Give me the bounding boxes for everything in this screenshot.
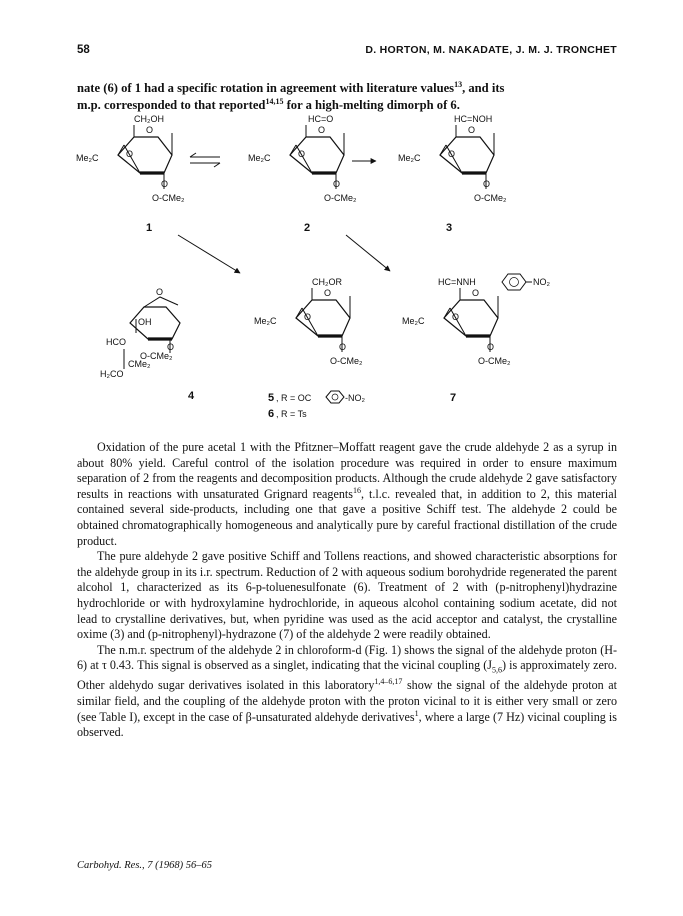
- compound-number-4: 4: [188, 390, 195, 402]
- compound-5-definition: [268, 391, 365, 404]
- reaction-arrow: [346, 235, 390, 271]
- intro-text: had a specific rotation in agreement with literature values: [141, 81, 455, 95]
- intro-line-1: [77, 80, 504, 97]
- reaction-arrow: [178, 235, 240, 273]
- substituent-label: HC=O: [308, 114, 334, 124]
- benzene-ring-icon: [326, 391, 344, 403]
- ring-oxygen: O: [333, 179, 341, 189]
- ring-oxygen: O: [483, 179, 491, 189]
- intro-text: ) of: [113, 81, 135, 95]
- substituent-label: CH₂OR: [312, 277, 342, 287]
- compound-number-6: 6: [268, 408, 275, 420]
- journal-citation: Carbohyd. Res., 7 (1968) 56–65: [77, 860, 213, 871]
- paragraph: [77, 549, 617, 643]
- isopropylidene-label: Me₂C: [402, 316, 425, 326]
- ring-oxygen: O: [339, 342, 347, 352]
- isopropylidene-label: O-CMe₂: [474, 193, 507, 203]
- structure-4: [100, 287, 180, 379]
- paragraph: [77, 440, 617, 549]
- hydroxyl-label: OH: [138, 317, 152, 327]
- ring-oxygen: O: [318, 125, 326, 135]
- reference-superscript: 1,4–6,17: [374, 677, 403, 687]
- ring-oxygen: O: [452, 312, 460, 322]
- structure-1: [76, 114, 185, 203]
- isopropylidene-label: O-CMe₂: [330, 356, 363, 366]
- paragraph-text: , where a large (7 Hz) vicinal coupling is observed.: [77, 709, 617, 740]
- structure-5-6: [254, 277, 363, 366]
- reaction-scheme: [60, 113, 630, 423]
- paragraph-text: ) is approximately zero. Other aldehydo sugar derivatives isolated in this laboratory: [77, 658, 617, 693]
- compound-number-3: 3: [446, 222, 453, 234]
- methylene-label: H₂CO: [100, 369, 124, 379]
- ring-oxygen: O: [472, 288, 480, 298]
- nitro-label: NO₂: [533, 277, 550, 287]
- ring-oxygen: O: [298, 149, 306, 159]
- running-authors: D. HORTON, M. NAKADATE, J. M. J. TRONCHET: [365, 44, 617, 56]
- running-header: [77, 44, 617, 60]
- ring-oxygen: O: [324, 288, 332, 298]
- structure-3: [398, 114, 507, 203]
- ring-oxygen: O: [161, 179, 169, 189]
- substituent-label: CH₂OH: [134, 114, 164, 124]
- r-group-definition: , R = OC: [276, 393, 312, 403]
- paragraph-text: The n.m.r. spectrum of the aldehyde 2 in chloroform-d (Fig. 1) shows the signal of the aldehyde proton (H-6) at τ 0.43. This signal is observed as a singlet, indicating that the vicinal coupling (J: [77, 642, 617, 673]
- ring-oxygen: O: [468, 125, 476, 135]
- reference-superscript: 14,15: [265, 97, 284, 106]
- isopropylidene-label: O-CMe₂: [152, 193, 185, 203]
- equilibrium-arrow: [190, 153, 220, 167]
- intro-text: , and its: [462, 81, 505, 95]
- isopropylidene-label: Me₂C: [76, 153, 99, 163]
- nitro-label: -NO₂: [345, 393, 365, 403]
- paragraph-text: show the signal of the aldehyde proton at similar field, and the coupling of the aldehyde proton with the proton vicinal to it is either very small or zero (see Table I), except in the case of β-unsaturated aldehyde derivatives: [77, 678, 618, 724]
- compound-ref: 1: [134, 81, 142, 95]
- isopropylidene-label: O-CMe₂: [478, 356, 511, 366]
- intro-line-2: [77, 97, 460, 114]
- compound-ref: 6: [107, 81, 114, 95]
- ring-oxygen: O: [487, 342, 495, 352]
- structure-2: [248, 114, 357, 203]
- intro-text: m.p. corresponded to that reported: [77, 98, 266, 112]
- ring-oxygen: O: [167, 342, 175, 352]
- body-text: [77, 440, 617, 741]
- page-number: 58: [77, 44, 90, 56]
- reference-superscript: 1: [414, 708, 419, 718]
- isopropylidene-label: O-CMe₂: [324, 193, 357, 203]
- benzene-ring-icon: [502, 274, 526, 290]
- reference-superscript: 13: [454, 80, 463, 89]
- structure-7: [402, 274, 551, 366]
- compound-number-1: 1: [146, 222, 153, 234]
- paragraph-text: The pure aldehyde 2 gave positive Schiff and Tollens reactions, and showed characteristic absorptions for the aldehyde group in its i.r. spectrum. Reduction of 2 with aqueous sodium borohydride regenerated the parent alcohol 1, characterized as its 6-p-toluenesulfonate (6). Treatment of 2 with (p-nitrophenyl)hydrazine hydrochloride or with hydroxylamine hydrochloride, in aqueous alcohol containing sodium acetate, did not lead to crystalline derivatives, but, when pyridine was used as the acid acceptor and catalyst, the crystalline oxime (3) and (p-nitrophenyl)-hydrazone (7) of the aldehyde 2 were readily obtained.: [77, 549, 617, 642]
- ring-oxygen: O: [156, 287, 164, 297]
- paragraph: [77, 643, 617, 741]
- isopropylidene-label: Me₂C: [254, 316, 277, 326]
- isopropylidene-label: Me₂C: [398, 153, 421, 163]
- methine-label: HCO: [106, 337, 126, 347]
- substituent-label: HC=NOH: [454, 114, 493, 124]
- intro-text: nate (: [77, 81, 108, 95]
- isopropylidene-label: O-CMe₂: [140, 351, 173, 361]
- reference-superscript: 16: [352, 485, 361, 495]
- ring-oxygen: O: [146, 125, 154, 135]
- ring-oxygen: O: [304, 312, 312, 322]
- substituent-label: HC=NNH: [438, 277, 476, 287]
- ring-oxygen: O: [126, 149, 134, 159]
- intro-text: for a high-melting dimorph of 6.: [283, 98, 460, 112]
- paragraph-text: , t.l.c. revealed that, in addition to 2, this material contained several side-products, including one that gave a positive Schiff test. The aldehyde 2 could be obtained chromatographically homogeneous and analytically pure by careful fractional distillation of the crude product.: [77, 486, 617, 548]
- compound-6-definition: [268, 408, 307, 420]
- isopropylidene-label: Me₂C: [248, 153, 271, 163]
- coupling-subscript: 5,6: [492, 665, 502, 675]
- paragraph-text: Oxidation of the pure acetal 1 with the Pfitzner–Moffatt reagent gave the crude aldehyde 2 as a syrup in about 80% yield. Careful control of the isolation procedure was required in order to ensure maximum separation of 2 from the reagents and decomposition products. Although the crude aldehyde 2 gave satisfactory results in reactions with unsaturated Grignard reagents: [77, 440, 617, 501]
- compound-number-5: 5: [268, 392, 275, 404]
- r-group-definition: , R = Ts: [276, 409, 307, 419]
- compound-number-7: 7: [450, 392, 457, 404]
- ring-oxygen: O: [448, 149, 456, 159]
- compound-number-2: 2: [304, 222, 311, 234]
- isopropylidene-label: CMe₂: [128, 359, 151, 369]
